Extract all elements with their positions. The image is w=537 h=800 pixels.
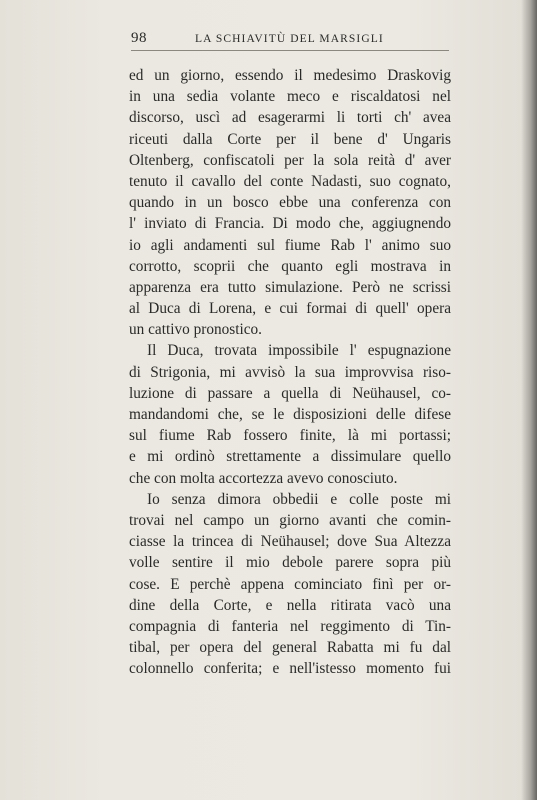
text-line: io agli andamenti sul fiume Rab l' animo suo [129,236,451,254]
text-line: tibal, per opera del general Rabatta mi fu dal [129,639,451,657]
text-line: tenuto il cavallo del conte Nadasti, suo cognato, [129,172,451,190]
text-line: corrotto, scoprii che quanto egli mostrava in [129,257,451,275]
text-line: ed un giorno, essendo il medesimo Draskovig [129,67,451,84]
page-number: 98 [131,30,147,46]
text-line: quando in un bosco ebbe una conferenza con [129,194,451,212]
text-line: discorso, uscì ad esagerarmi li torti ch' avea [129,109,451,127]
running-title: LA SCHIAVITÙ DEL MARSIGLI [195,33,384,45]
header-rule [131,50,449,51]
text-line: al Duca di Lorena, e cui formai di quell' opera [129,300,451,318]
text-line: cose. E perchè appena cominciato finì per or- [129,575,451,593]
text-line: trovai nel campo un giorno avanti che comin- [129,511,451,529]
text-line: che con molta accortezza avevo conosciuto. [129,469,398,487]
text-line: Oltenberg, confiscatoli per la sola reità d' aver [129,151,451,169]
text-line: luzione di passare a quella di Neühausel, co- [129,384,451,402]
text-line: volle sentire il mio debole parere sopra più [129,554,451,572]
text-line: mandandomi che, se le disposizioni delle difese [129,406,451,423]
text-line: colonnello conferita; e nell'istesso momento fui [129,660,451,678]
text-line: dine della Corte, e nella ritirata vacò una [129,596,451,614]
text-line: Il Duca, trovata impossibile l' espugnazione [147,342,451,360]
page-header [131,30,449,52]
text-line: Io senza dimora obbedii e colle poste mi [147,490,451,508]
page-edge-shadow [521,0,537,800]
text-line: l' inviato di Francia. Di modo che, aggiugnendo [129,215,451,233]
text-line: ciasse la trincea di Neühausel; dove Sua Altezza [129,533,451,551]
text-line: riceuti dalla Corte per il bene d' Ungaris [129,130,451,148]
text-line: e mi ordinò strettamente a dissimulare quello [129,448,451,466]
text-line: un cattivo pronostico. [129,321,262,339]
text-line: sul fiume Rab fossero finite, là mi portassi; [129,427,451,445]
text-line: apparenza era tutto simulazione. Però ne scrissi [129,278,451,296]
text-line: compagnia di fanteria nel reggimento di Tin- [129,617,451,635]
text-line: in una sedia volante meco e riscaldatosi nel [129,88,451,106]
body-text [129,65,451,679]
text-line: di Strigonia, mi avvisò la sua improvvisa riso- [129,363,451,381]
